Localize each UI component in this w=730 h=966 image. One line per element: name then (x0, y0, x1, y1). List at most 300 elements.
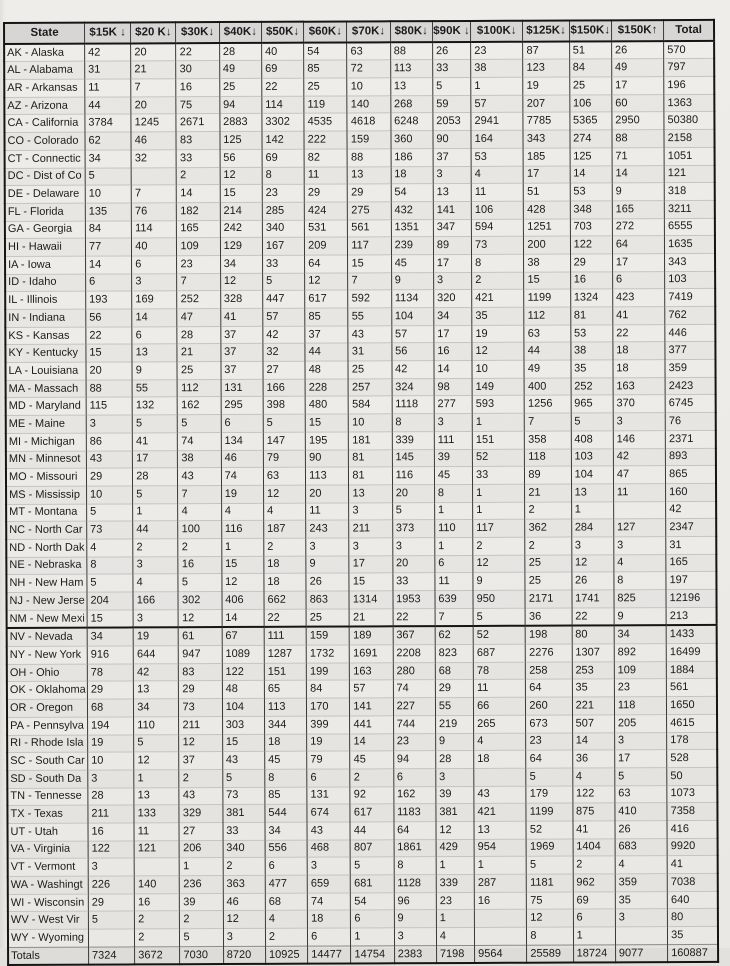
value-cell: 12 (179, 734, 222, 752)
value-cell: 25589 (527, 945, 573, 963)
value-cell: 480 (305, 396, 348, 414)
value-cell: 5 (180, 929, 223, 947)
value-cell: 85 (305, 308, 348, 326)
value-cell: 8720 (223, 946, 265, 964)
value-cell: 140 (134, 876, 179, 894)
value-cell: 61 (179, 627, 222, 645)
state-cell: WA - Washingt (8, 876, 89, 894)
value-cell: 4 (133, 574, 178, 592)
value-cell: 19 (523, 77, 569, 95)
value-cell: 2950 (612, 112, 664, 130)
value-cell: 94 (393, 751, 435, 769)
value-cell: 277 (434, 396, 472, 414)
value-cell: 86 (86, 433, 132, 451)
value-cell: 20 (306, 485, 349, 503)
value-cell: 15 (86, 344, 132, 362)
state-cell: ME - Maine (6, 415, 87, 433)
value-cell: 29 (87, 681, 133, 699)
value-cell: 185 (523, 148, 569, 166)
value-cell: 110 (435, 520, 473, 538)
value-cell: 127 (614, 519, 666, 537)
state-cell: DE - Delaware (5, 185, 86, 203)
value-cell: 5 (87, 504, 133, 522)
state-cell: UT - Utah (7, 823, 88, 841)
value-cell: 6 (351, 910, 394, 928)
value-cell: 122 (222, 663, 264, 681)
value-cell: 5 (178, 415, 221, 433)
value-cell: 5 (473, 608, 525, 626)
value-cell: 193 (86, 291, 132, 309)
value-cell: 13 (349, 485, 392, 503)
value-cell: 17 (433, 254, 471, 272)
value-cell: 6 (132, 326, 177, 344)
value-cell: 79 (263, 450, 305, 468)
value-cell: 83 (176, 132, 219, 150)
state-cell: PA - Pennsylva (7, 717, 88, 735)
value-cell (615, 927, 667, 945)
value-cell: 46 (131, 132, 176, 150)
value-cell: 11 (435, 573, 473, 591)
value-cell: 53 (570, 325, 612, 343)
value-cell: 12 (472, 343, 524, 361)
column-header: $90K ↓ (432, 21, 470, 42)
column-header: $15K ↓ (84, 22, 130, 43)
value-cell: 85 (304, 60, 347, 78)
value-cell: 17 (612, 77, 664, 95)
value-cell: 66 (474, 697, 526, 715)
value-cell: 561 (348, 219, 391, 237)
value-cell: 72 (347, 60, 390, 78)
value-cell: 12 (223, 911, 265, 929)
value-cell: 113 (264, 698, 306, 716)
value-cell: 9077 (615, 944, 667, 962)
value-cell: 43 (348, 325, 391, 343)
value-cell: 81 (349, 467, 392, 485)
value-cell: 83 (179, 663, 222, 681)
value-cell: 165 (612, 200, 664, 218)
column-header: $125K↓ (523, 21, 569, 42)
value-cell: 10 (472, 360, 524, 378)
value-cell: 16 (570, 271, 612, 289)
value-cell: 122 (572, 785, 614, 803)
value-cell: 5 (88, 911, 134, 929)
value-cell: 28 (177, 326, 220, 344)
value-cell: 73 (87, 521, 133, 539)
value-cell: 37 (221, 344, 263, 362)
value-cell: 12 (179, 609, 222, 627)
value-cell: 348 (570, 201, 612, 219)
value-cell: 213 (666, 607, 716, 625)
value-cell: 2371 (665, 430, 715, 448)
value-cell: 117 (348, 237, 391, 255)
value-cell: 122 (570, 236, 612, 254)
value-cell: 18 (264, 556, 306, 574)
value-cell: 260 (526, 697, 572, 715)
value-cell: 114 (262, 96, 304, 114)
value-cell: 2 (179, 769, 222, 787)
value-cell: 3 (433, 272, 471, 290)
value-cell: 20 (392, 484, 434, 502)
value-cell: 399 (307, 716, 350, 734)
value-cell: 2208 (393, 645, 435, 663)
value-cell: 1183 (394, 804, 436, 822)
value-cell: 38 (471, 60, 523, 78)
value-cell: 26 (615, 821, 667, 839)
value-cell: 825 (614, 590, 666, 608)
value-cell: 3 (88, 858, 134, 876)
value-cell: 7 (177, 273, 220, 291)
value-cell: 6 (265, 857, 307, 875)
value-cell: 28 (219, 43, 261, 61)
value-cell: 42 (613, 448, 665, 466)
value-cell: 7324 (88, 947, 134, 965)
value-cell: 49 (524, 360, 570, 378)
value-cell: 17 (523, 166, 569, 184)
value-cell: 4 (615, 856, 667, 874)
value-cell: 50 (667, 767, 717, 785)
value-cell: 9 (394, 910, 436, 928)
state-cell: TX - Texas (7, 805, 88, 823)
value-cell: 617 (305, 290, 348, 308)
value-cell: 5 (526, 768, 572, 786)
value-cell: 10 (86, 486, 132, 504)
value-cell: 25 (348, 361, 391, 379)
value-cell: 47 (613, 466, 665, 484)
value-cell: 167 (262, 237, 304, 255)
value-cell: 37 (221, 361, 263, 379)
state-cell: KY - Kentucky (5, 345, 86, 363)
value-cell: 142 (262, 131, 304, 149)
value-cell: 18 (308, 910, 351, 928)
value-cell: 113 (390, 60, 432, 78)
value-cell (134, 858, 179, 876)
value-cell: 27 (179, 822, 222, 840)
value-cell: 125 (570, 148, 612, 166)
value-cell: 6 (612, 271, 664, 289)
value-cell: 117 (473, 519, 525, 537)
value-cell: 15 (524, 272, 570, 290)
value-cell: 75 (176, 96, 219, 114)
value-cell: 744 (393, 715, 435, 733)
value-cell: 56 (86, 309, 132, 327)
value-cell: 18 (391, 166, 433, 184)
value-cell: 272 (612, 218, 664, 236)
value-cell: 4 (265, 911, 307, 929)
value-cell: 19 (307, 733, 350, 751)
value-cell: 1433 (666, 625, 716, 643)
value-cell: 363 (223, 875, 265, 893)
value-cell: 116 (221, 521, 263, 539)
value-cell (474, 768, 526, 786)
value-cell: 2 (135, 911, 180, 929)
value-cell (131, 167, 176, 185)
value-cell: 69 (573, 892, 615, 910)
value-cell: 528 (667, 750, 717, 768)
value-cell: 64 (612, 236, 664, 254)
value-cell: 1884 (666, 661, 716, 679)
value-cell: 79 (307, 751, 350, 769)
value-cell: 189 (350, 627, 393, 645)
value-cell: 132 (132, 397, 177, 415)
value-cell: 131 (307, 787, 350, 805)
value-cell: 432 (391, 201, 433, 219)
value-cell: 12 (220, 273, 262, 291)
value-cell: 14477 (308, 946, 351, 964)
value-cell: 43 (222, 752, 264, 770)
value-cell (474, 910, 526, 928)
value-cell: 81 (570, 307, 612, 325)
column-header: $100K↓ (471, 21, 523, 42)
value-cell: 4 (572, 768, 614, 786)
value-cell: 8 (614, 572, 666, 590)
column-header: Total (664, 20, 714, 41)
value-cell: 875 (573, 803, 615, 821)
value-cell: 5 (85, 167, 131, 185)
value-cell: 34 (85, 150, 131, 168)
column-header: $150K↓ (569, 20, 611, 41)
state-cell: MD - Maryland (6, 398, 87, 416)
value-cell: 43 (474, 786, 526, 804)
value-cell: 60 (612, 94, 664, 112)
state-cell: AK - Alaska (4, 43, 85, 62)
value-cell: 52 (526, 821, 572, 839)
value-cell: 78 (473, 662, 525, 680)
value-cell: 11 (85, 79, 131, 97)
value-cell: 43 (178, 468, 221, 486)
value-cell: 18 (613, 342, 665, 360)
state-cell: OH - Ohio (7, 664, 88, 682)
value-cell: 320 (434, 290, 472, 308)
value-cell: 5 (263, 414, 305, 432)
value-cell: 584 (349, 396, 392, 414)
value-cell: 33 (223, 822, 265, 840)
value-cell: 5 (351, 857, 394, 875)
value-cell: 20 (131, 43, 176, 61)
value-cell: 15 (348, 255, 391, 273)
state-cell: NY - New York (7, 646, 88, 664)
value-cell: 25 (525, 572, 571, 590)
value-cell: 10 (88, 752, 134, 770)
value-cell: 38 (524, 254, 570, 272)
value-cell: 2 (525, 502, 571, 520)
value-cell: 639 (435, 590, 473, 608)
value-cell: 178 (667, 732, 717, 750)
value-cell: 3 (306, 538, 349, 556)
value-cell: 196 (664, 76, 714, 94)
state-cell: AZ - Arizona (4, 97, 85, 115)
value-cell: 14 (434, 361, 472, 379)
value-cell: 2671 (176, 114, 219, 132)
state-cell: OK - Oklahoma (7, 682, 88, 700)
value-cell: 141 (433, 201, 471, 219)
value-cell: 3302 (262, 114, 304, 132)
value-cell: 18 (474, 750, 526, 768)
value-cell: 62 (85, 132, 131, 150)
value-cell: 1351 (391, 219, 433, 237)
value-cell: 673 (526, 715, 572, 733)
value-cell: 3 (349, 502, 392, 520)
value-cell: 129 (220, 238, 262, 256)
value-cell: 25 (569, 77, 611, 95)
value-cell: 1 (180, 858, 223, 876)
column-header: $30K↓ (176, 22, 219, 43)
value-cell: 226 (88, 876, 134, 894)
value-cell: 31 (85, 61, 131, 79)
value-cell: 106 (569, 95, 611, 113)
value-cell: 36 (525, 608, 571, 626)
value-cell: 33 (433, 60, 471, 78)
value-cell: 1861 (394, 839, 436, 857)
value-cell: 1 (436, 857, 474, 875)
value-cell: 3 (615, 909, 667, 927)
value-cell: 3 (223, 928, 265, 946)
value-cell: 42 (85, 43, 131, 61)
value-cell: 103 (571, 448, 613, 466)
value-cell: 11 (613, 483, 665, 501)
value-cell: 1635 (665, 236, 715, 254)
value-cell: 11 (471, 183, 523, 201)
value-cell: 32 (131, 150, 176, 168)
value-cell: 6 (573, 909, 615, 927)
value-cell: 26 (306, 573, 349, 591)
value-cell: 477 (265, 875, 307, 893)
value-cell: 197 (666, 572, 716, 590)
value-cell: 55 (132, 379, 177, 397)
value-cell: 160887 (668, 944, 718, 962)
value-cell: 268 (390, 95, 432, 113)
value-cell: 5 (263, 273, 305, 291)
value-cell: 67 (222, 627, 264, 645)
value-cell: 15 (87, 610, 133, 628)
value-cell: 17 (133, 450, 178, 468)
value-cell (475, 927, 527, 945)
value-cell: 954 (474, 839, 526, 857)
value-cell: 3 (571, 537, 613, 555)
value-cell: 916 (87, 646, 133, 664)
value-cell: 56 (220, 149, 262, 167)
state-cell: CO - Colorado (4, 132, 85, 150)
value-cell: 1969 (526, 839, 572, 857)
value-cell: 6 (393, 768, 435, 786)
value-cell: 68 (87, 699, 133, 717)
value-cell: 145 (392, 449, 434, 467)
value-cell: 324 (392, 378, 434, 396)
value-cell: 16 (474, 892, 526, 910)
value-cell: 370 (613, 395, 665, 413)
value-cell: 2276 (526, 644, 572, 662)
state-cell: WY - Wyoming (8, 929, 89, 947)
value-cell: 54 (304, 42, 347, 60)
value-cell: 12 (220, 167, 262, 185)
value-cell: 421 (472, 290, 524, 308)
value-cell: 104 (391, 308, 433, 326)
value-cell: 19 (221, 485, 263, 503)
value-cell: 31 (348, 343, 391, 361)
value-cell: 1 (573, 927, 615, 945)
value-cell: 285 (262, 202, 304, 220)
value-cell: 68 (265, 893, 307, 911)
value-cell: 7419 (665, 289, 715, 307)
value-cell: 36 (572, 750, 614, 768)
value-cell: 9 (614, 607, 666, 625)
value-cell: 41 (573, 821, 615, 839)
value-cell: 33 (393, 573, 435, 591)
value-cell: 18 (613, 360, 665, 378)
value-cell: 13 (348, 166, 391, 184)
value-cell: 408 (571, 431, 613, 449)
value-cell: 2171 (525, 590, 571, 608)
value-cell: 23 (471, 41, 523, 59)
value-cell: 3 (394, 928, 436, 946)
value-cell: 257 (348, 379, 391, 397)
value-cell: 42 (263, 326, 305, 344)
value-cell: 37 (179, 752, 222, 770)
value-cell: 239 (391, 237, 433, 255)
state-cell: WI - Wisconsin (8, 894, 89, 912)
value-cell: 13 (571, 484, 613, 502)
value-cell: 13 (433, 184, 471, 202)
state-cell: FL - Florida (5, 203, 86, 221)
value-cell: 103 (665, 271, 715, 289)
value-cell: 683 (615, 838, 667, 856)
value-cell: 27 (263, 361, 305, 379)
value-cell: 147 (263, 432, 305, 450)
value-cell: 6 (307, 769, 350, 787)
value-cell: 42 (666, 501, 716, 519)
value-cell: 52 (472, 449, 524, 467)
value-cell: 19 (88, 734, 134, 752)
value-cell: 1691 (350, 645, 393, 663)
value-cell: 1 (134, 770, 179, 788)
value-cell: 37 (221, 326, 263, 344)
value-cell: 252 (177, 291, 220, 309)
value-cell: 4 (178, 503, 221, 521)
value-cell: 28 (133, 468, 178, 486)
value-cell: 674 (307, 804, 350, 822)
value-cell: 12 (134, 752, 179, 770)
value-cell: 47 (177, 309, 220, 327)
value-cell: 4535 (304, 113, 347, 131)
value-cell: 46 (221, 450, 263, 468)
state-cell: OR - Oregon (7, 699, 88, 717)
value-cell: 76 (131, 203, 176, 221)
state-cell: MT - Montana (6, 504, 87, 522)
value-cell: 75 (527, 892, 573, 910)
value-cell: 29 (88, 894, 134, 912)
value-cell: 2 (178, 538, 221, 556)
state-cell: TN - Tennesse (7, 788, 88, 806)
value-cell: 44 (85, 97, 131, 115)
value-cell: 544 (265, 804, 307, 822)
state-cell: MS - Mississip (6, 486, 87, 504)
value-cell: 29 (86, 468, 132, 486)
value-cell: 17 (615, 750, 667, 768)
value-cell: 359 (615, 874, 667, 892)
value-cell: 703 (570, 218, 612, 236)
value-cell: 3 (307, 857, 350, 875)
value-cell: 6 (435, 555, 473, 573)
column-header: $80K↓ (390, 21, 432, 42)
value-cell: 243 (306, 520, 349, 538)
value-cell: 29 (435, 680, 473, 698)
value-cell: 84 (85, 221, 131, 239)
value-cell: 54 (351, 892, 394, 910)
value-cell: 242 (220, 220, 262, 238)
value-cell: 1199 (526, 803, 572, 821)
value-cell: 64 (305, 255, 348, 273)
value-cell: 7 (131, 185, 176, 203)
value-cell: 84 (307, 680, 350, 698)
